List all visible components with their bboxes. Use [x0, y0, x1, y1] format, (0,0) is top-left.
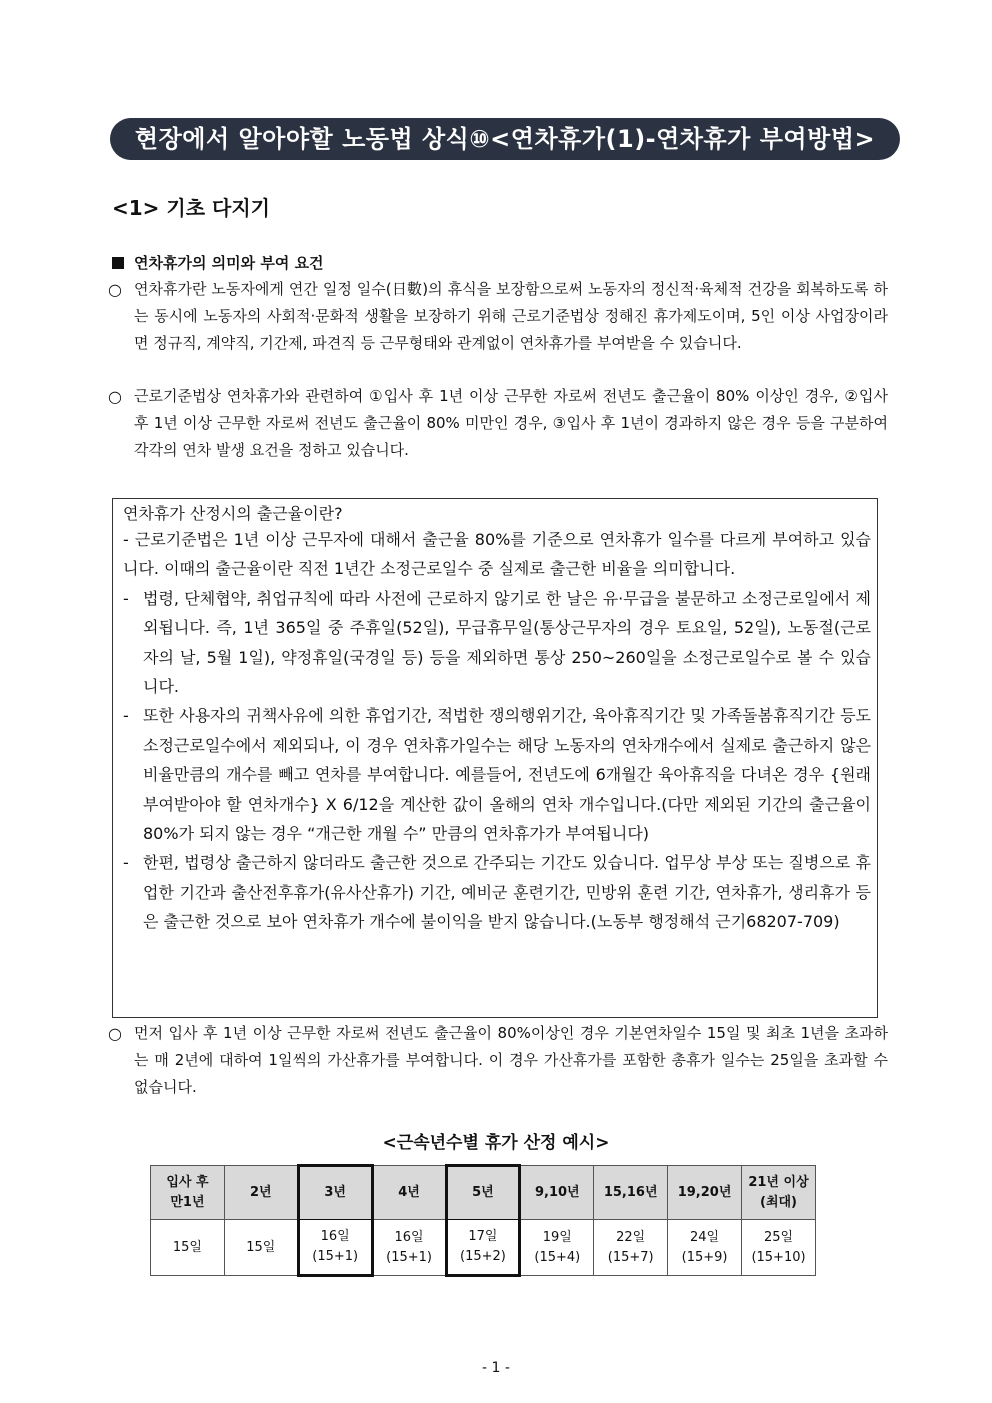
- sub-heading: <1> 기초 다지기: [112, 196, 270, 220]
- paragraph-text: 근로기준법상 연차휴가와 관련하여 ①입사 후 1년 이상 근무한 자로써 전년도 출근율이 80% 이상인 경우, ②입사 후 1년 이상 근무한 자로써 전년도 출근율이 80% 미만인 경우, ③입사 후 1년이 경과하지 않은 경우 등을 구분하여 각각의 연차 발생 요건을 정하고 있습니다.: [134, 387, 888, 459]
- table-cell: 15일: [151, 1220, 225, 1276]
- note-body: [123, 525, 871, 937]
- document-title: 현장에서 알아야할 노동법 상식⑩<연차휴가(1)-연차휴가 부여방법>: [110, 118, 900, 160]
- table-header-cell: 21년 이상 (최대): [742, 1166, 816, 1220]
- paragraph-annual-leave-meaning: [108, 276, 888, 357]
- note-item: [123, 848, 871, 936]
- paragraph-text: 먼저 입사 후 1년 이상 근무한 자로써 전년도 출근율이 80%이상인 경우 기본연차일수 15일 및 최초 1년을 초과하는 매 2년에 대하여 1일씩의 가산휴가를 부여합니다. 이 경우 가산휴가를 포함한 총휴가 일수는 25일을 초과할 수 없습니다.: [134, 1024, 888, 1096]
- table-header-cell: 19,20년: [668, 1166, 742, 1220]
- table-header-row: [151, 1166, 816, 1220]
- circle-bullet-icon: ○: [108, 387, 122, 406]
- note-item-text: 한편, 법령상 출근하지 않더라도 출근한 것으로 간주되는 기간도 있습니다. 업무상 부상 또는 질병으로 휴업한 기간과 출산전후휴가(유사산휴가) 기간, 예비군 훈련기간, 민방위 훈련 기간, 연차휴가, 생리휴가 등은 출근한 것으로 보아 연차휴가 개수에 불이익을 받지 않습니다.(노동부 행정해석 근기68207-709): [143, 853, 871, 932]
- table-cell: 19일 (15+4): [520, 1220, 594, 1276]
- attendance-rate-note-box: [112, 498, 878, 1018]
- dash-icon: -: [123, 588, 129, 608]
- page-number: - 1 -: [482, 1360, 510, 1376]
- dash-icon: -: [123, 530, 129, 549]
- table-header-cell: 15,16년: [594, 1166, 668, 1220]
- note-title: 연차휴가 산정시의 출근율이란?: [123, 504, 343, 523]
- section-label-text: 연차휴가의 의미와 부여 요건: [134, 254, 324, 272]
- note-item-text: 법령, 단체협약, 취업규칙에 따라 사전에 근로하지 않기로 한 날은 유·무급을 불문하고 소정근로일에서 제외됩니다. 즉, 1년 365일 중 주휴일(52일), 무급휴무일(통상근무자의 경우 토요일, 52일), 노동절(근로자의 날, 5월 1일), 약정휴일(국경일 등) 등을 제외하면 통상 250~260일을 소정근로일수로 볼 수 있습니다.: [143, 588, 871, 697]
- table-header-cell: 입사 후 만1년: [151, 1166, 225, 1220]
- table-header-cell: 2년: [224, 1166, 298, 1220]
- section-label: [112, 252, 324, 273]
- paragraph-basic-leave-days: [108, 1020, 888, 1101]
- paragraph-leave-requirements: [108, 383, 888, 464]
- table-cell: 24일 (15+9): [668, 1220, 742, 1276]
- circle-bullet-icon: ○: [108, 1024, 122, 1043]
- table-cell-highlighted: 16일 (15+1): [298, 1220, 372, 1276]
- circle-bullet-icon: ○: [108, 280, 122, 299]
- table-header-cell-highlighted: 3년: [298, 1166, 372, 1220]
- table-cell: 15일: [224, 1220, 298, 1276]
- note-item: [123, 525, 871, 584]
- table-header-cell: 9,10년: [520, 1166, 594, 1220]
- note-item: [123, 584, 871, 702]
- note-item-text: 또한 사용자의 귀책사유에 의한 휴업기간, 적법한 쟁의행위기간, 육아휴직기간 및 가족돌봄휴직기간 등도 소정근로일수에서 제외되나, 이 경우 연차휴가일수는 해당 노동자의 연차개수에서 실제로 출근하지 않은 비율만큼의 개수를 빼고 연차를 부여합니다. 예를들어, 전년도에 6개월간 육아휴직을 다녀온 경우 {원래 부여받아야 할 연차개수} X 6/12을 계산한 값이 올해의 연차 개수입니다.(다만 제외된 기간의 출근율이 80%가 되지 않는 경우 “개근한 개월 수” 만큼의 연차휴가가 부여됩니다): [143, 706, 871, 844]
- leave-calculation-table: [150, 1164, 816, 1277]
- square-bullet-icon: [112, 257, 124, 269]
- table-cell: 16일 (15+1): [372, 1220, 446, 1276]
- table-cell: 22일 (15+7): [594, 1220, 668, 1276]
- table-header-cell: 4년: [372, 1166, 446, 1220]
- paragraph-text: 연차휴가란 노동자에게 연간 일정 일수(日數)의 휴식을 보장함으로써 노동자의 정신적·육체적 건강을 회복하도록 하는 동시에 노동자의 사회적·문화적 생활을 보장하기 위해 근로기준법상 정해진 휴가제도이며, 5인 이상 사업장이라면 정규직, 계약직, 기간제, 파견직 등 근무형태와 관계없이 연차휴가를 부여받을 수 있습니다.: [134, 280, 888, 352]
- dash-icon: -: [123, 853, 129, 873]
- dash-icon: -: [123, 706, 129, 726]
- table-caption: <근속년수별 휴가 산정 예시>: [382, 1133, 610, 1153]
- note-item-text: - 근로기준법은 1년 이상 근무자에 대해서 출근율 80%를 기준으로 연차휴가 일수를 다르게 부여하고 있습니다. 이때의 출근율이란 직전 1년간 소정근로일수 중 실제로 출근한 비율을 의미합니다.: [123, 530, 872, 579]
- table-header-cell-highlighted: 5년: [446, 1166, 520, 1220]
- note-item: [123, 701, 871, 848]
- table-cell-highlighted: 17일 (15+2): [446, 1220, 520, 1276]
- table-row: [151, 1220, 816, 1276]
- table-cell: 25일 (15+10): [742, 1220, 816, 1276]
